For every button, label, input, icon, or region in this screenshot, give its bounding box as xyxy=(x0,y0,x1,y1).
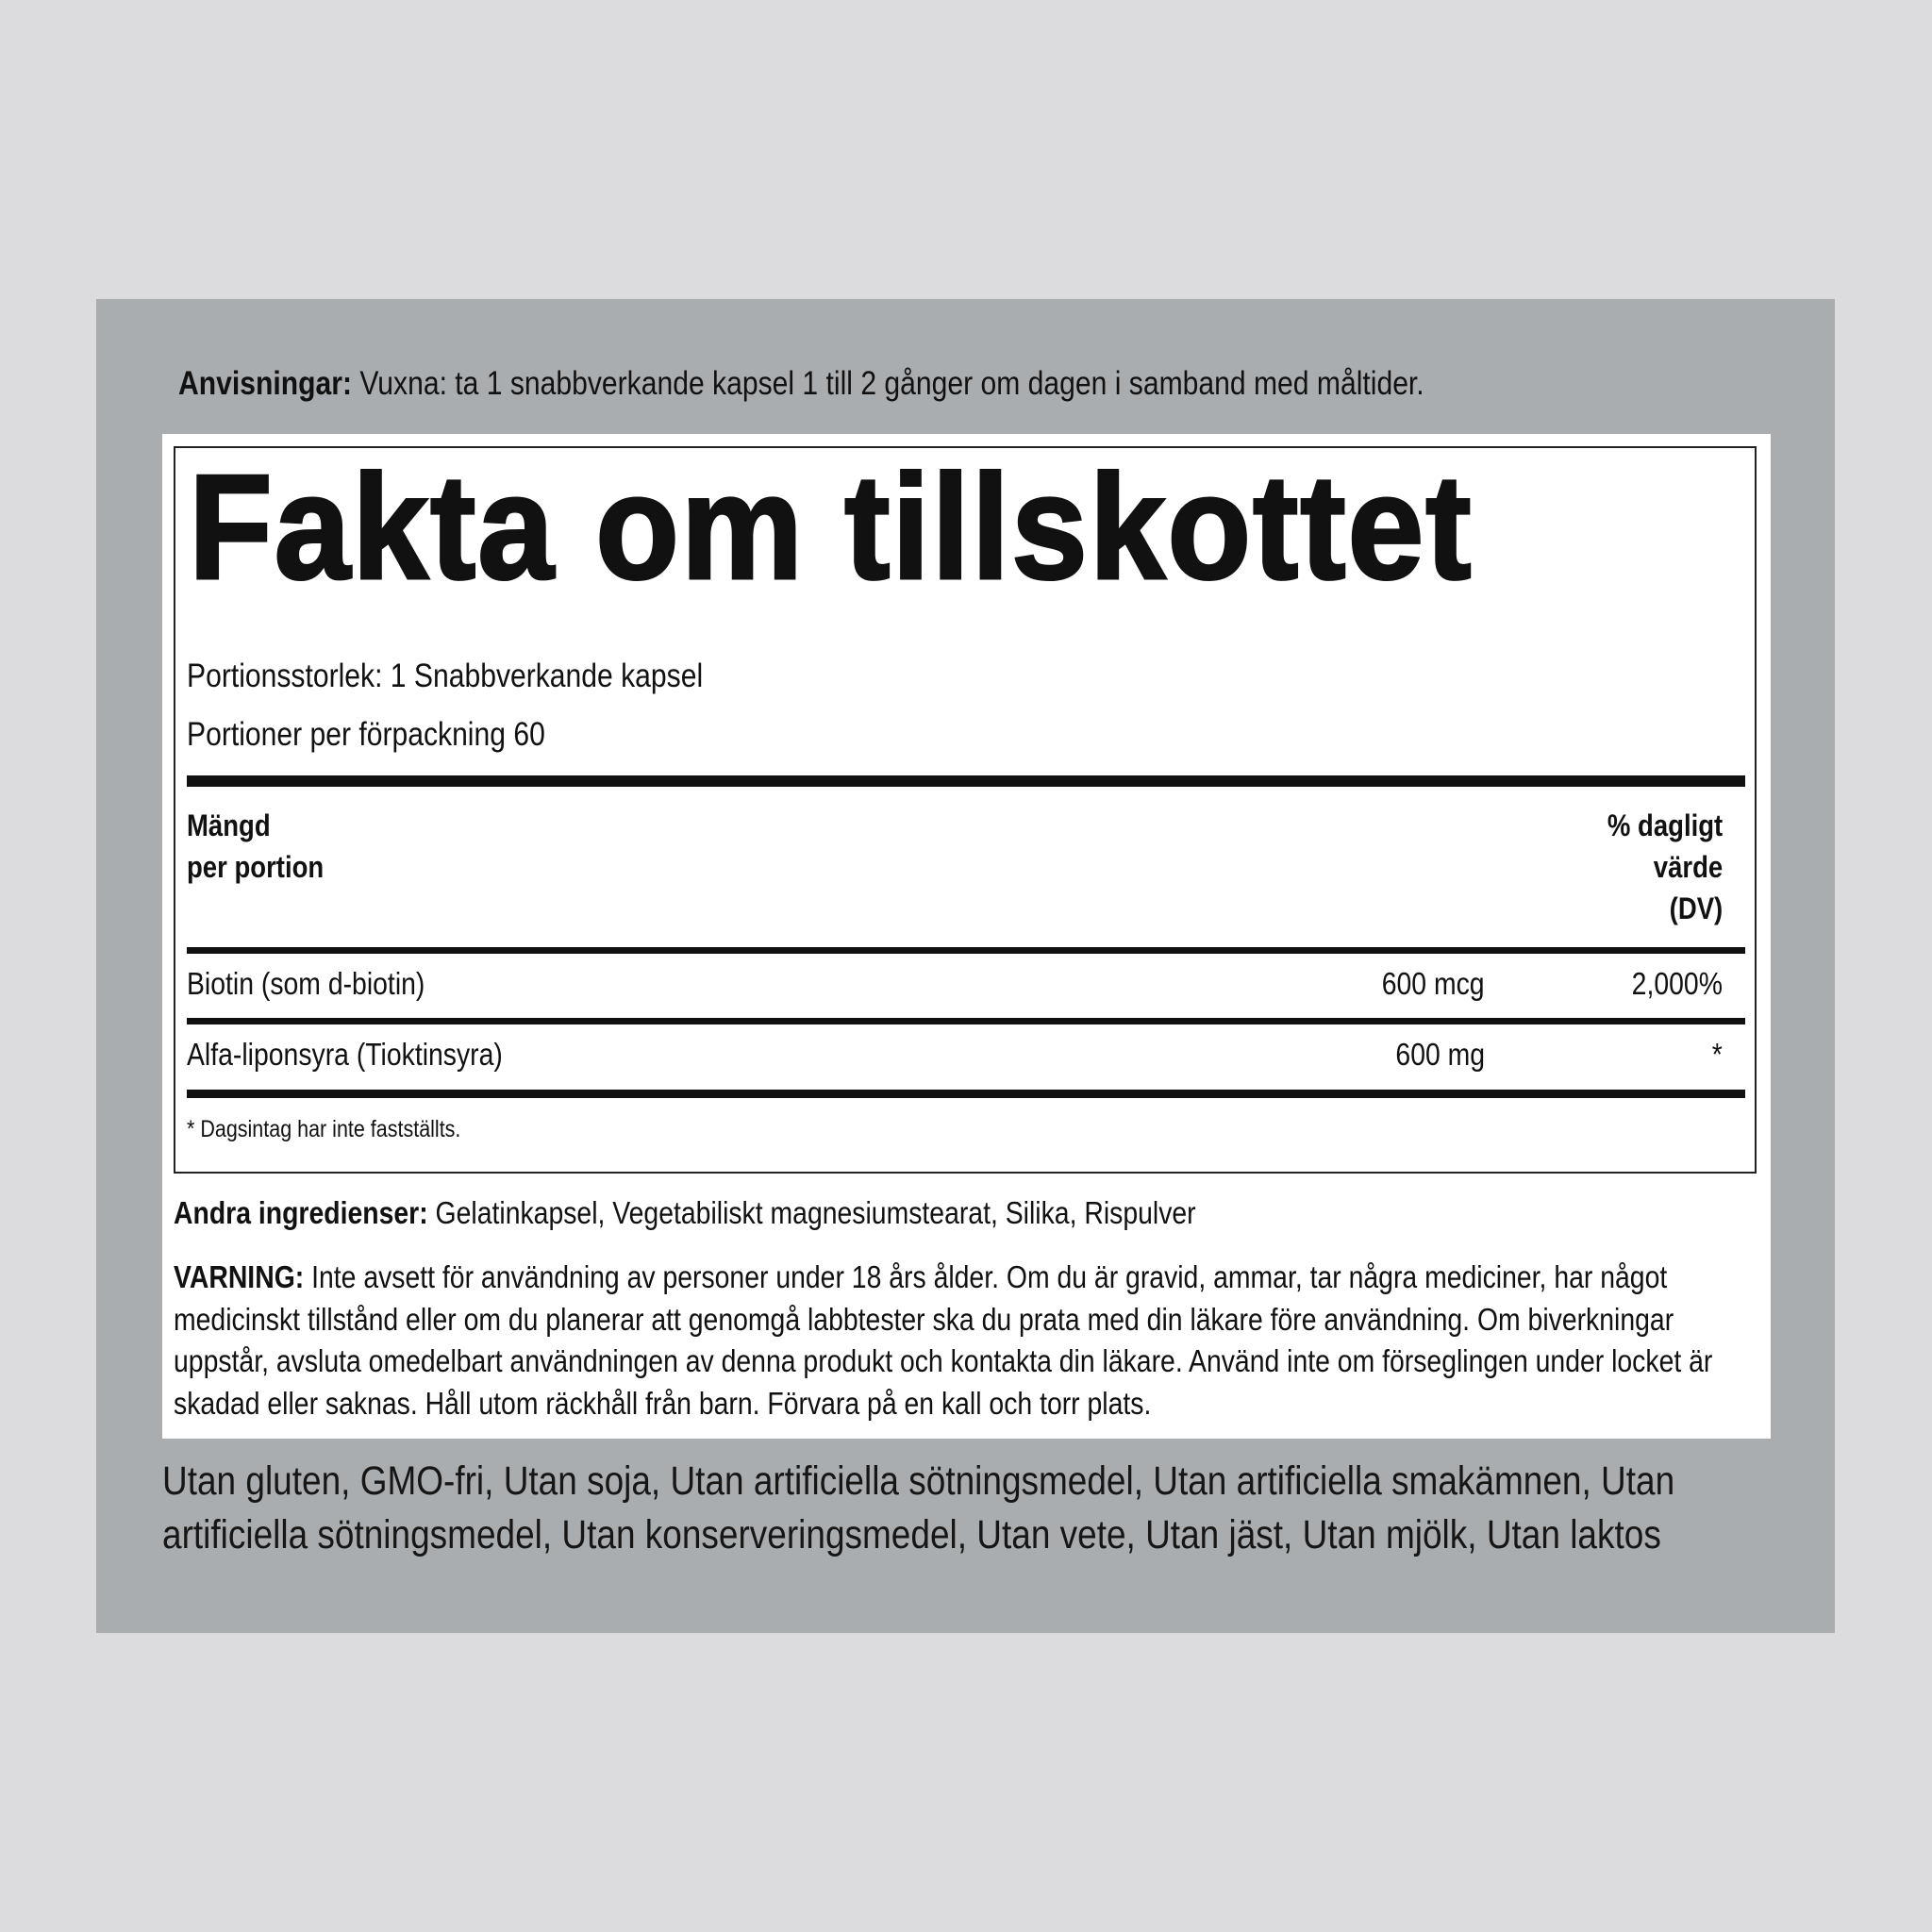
dv-header-line3: (DV) xyxy=(1669,891,1723,925)
facts-title: Fakta om tillskottet xyxy=(189,444,1474,610)
servings-per-container: Portioner per förpackning 60 xyxy=(187,716,545,753)
warning-text: Inte avsett för användning av personer under 18 års ålder. Om du är gravid, ammar, tar några mediciner, har något medicinskt tillstånd eller om du planerar att genomgå labbtester ska du prata med din läkare före användning. Om biverkningar uppstår, avsluta omedelbart användningen av denna produkt och kontakta din läkare. Använd inte om förseglingen under locket är skadad eller saknas. Håll utom räckhåll från barn. Förvara på en kall och torr plats. xyxy=(174,1259,1713,1421)
ingredient-dv: * xyxy=(1711,1037,1723,1072)
warning xyxy=(174,1257,1743,1424)
ingredient-amount: 600 mg xyxy=(1395,1037,1485,1072)
amount-header xyxy=(187,805,324,888)
ingredient-name: Alfa-liponsyra (Tioktinsyra) xyxy=(187,1037,503,1072)
thick-divider xyxy=(187,775,1745,787)
amount-header-line1: Mängd xyxy=(187,808,271,842)
ingredient-name: Biotin (som d-biotin) xyxy=(187,966,425,1001)
directions-text: Vuxna: ta 1 snabbverkande kapsel 1 till 2 gånger om dagen i samband med måltider. xyxy=(351,365,1424,402)
footnote: * Dagsintag har inte fastställts. xyxy=(187,1116,461,1142)
warning-label: VARNING: xyxy=(174,1259,305,1294)
ingredient-amount: 600 mcg xyxy=(1382,966,1485,1001)
row-divider xyxy=(187,1018,1745,1024)
dv-header-line1: % dagligt xyxy=(1607,808,1723,842)
amount-header-line2: per portion xyxy=(187,850,325,884)
other-ingredients-text: Gelatinkapsel, Vegetabiliskt magnesiumstearat, Silika, Rispulver xyxy=(427,1195,1196,1230)
ingredient-dv: 2,000% xyxy=(1631,966,1723,1001)
directions-label: Anvisningar: xyxy=(178,365,352,402)
serving-size: Portionsstorlek: 1 Snabbverkande kapsel xyxy=(187,658,704,694)
other-ingredients-label: Andra ingredienser: xyxy=(174,1195,428,1230)
supplement-facts-box xyxy=(174,446,1757,1174)
directions xyxy=(178,361,1623,407)
free-from-statement: Utan gluten, GMO-fri, Utan soja, Utan artificiella sötningsmedel, Utan artificiella smakämnen, Utan artificiella sötningsmedel, Utan konserveringsmedel, Utan vete, Utan jäst, Utan mjölk, Utan laktos xyxy=(162,1458,1675,1557)
dv-header xyxy=(1607,805,1723,929)
bottom-divider xyxy=(187,1090,1745,1098)
dv-header-line2: värde xyxy=(1653,850,1723,884)
header-divider xyxy=(187,947,1745,954)
other-ingredients xyxy=(174,1192,1196,1234)
